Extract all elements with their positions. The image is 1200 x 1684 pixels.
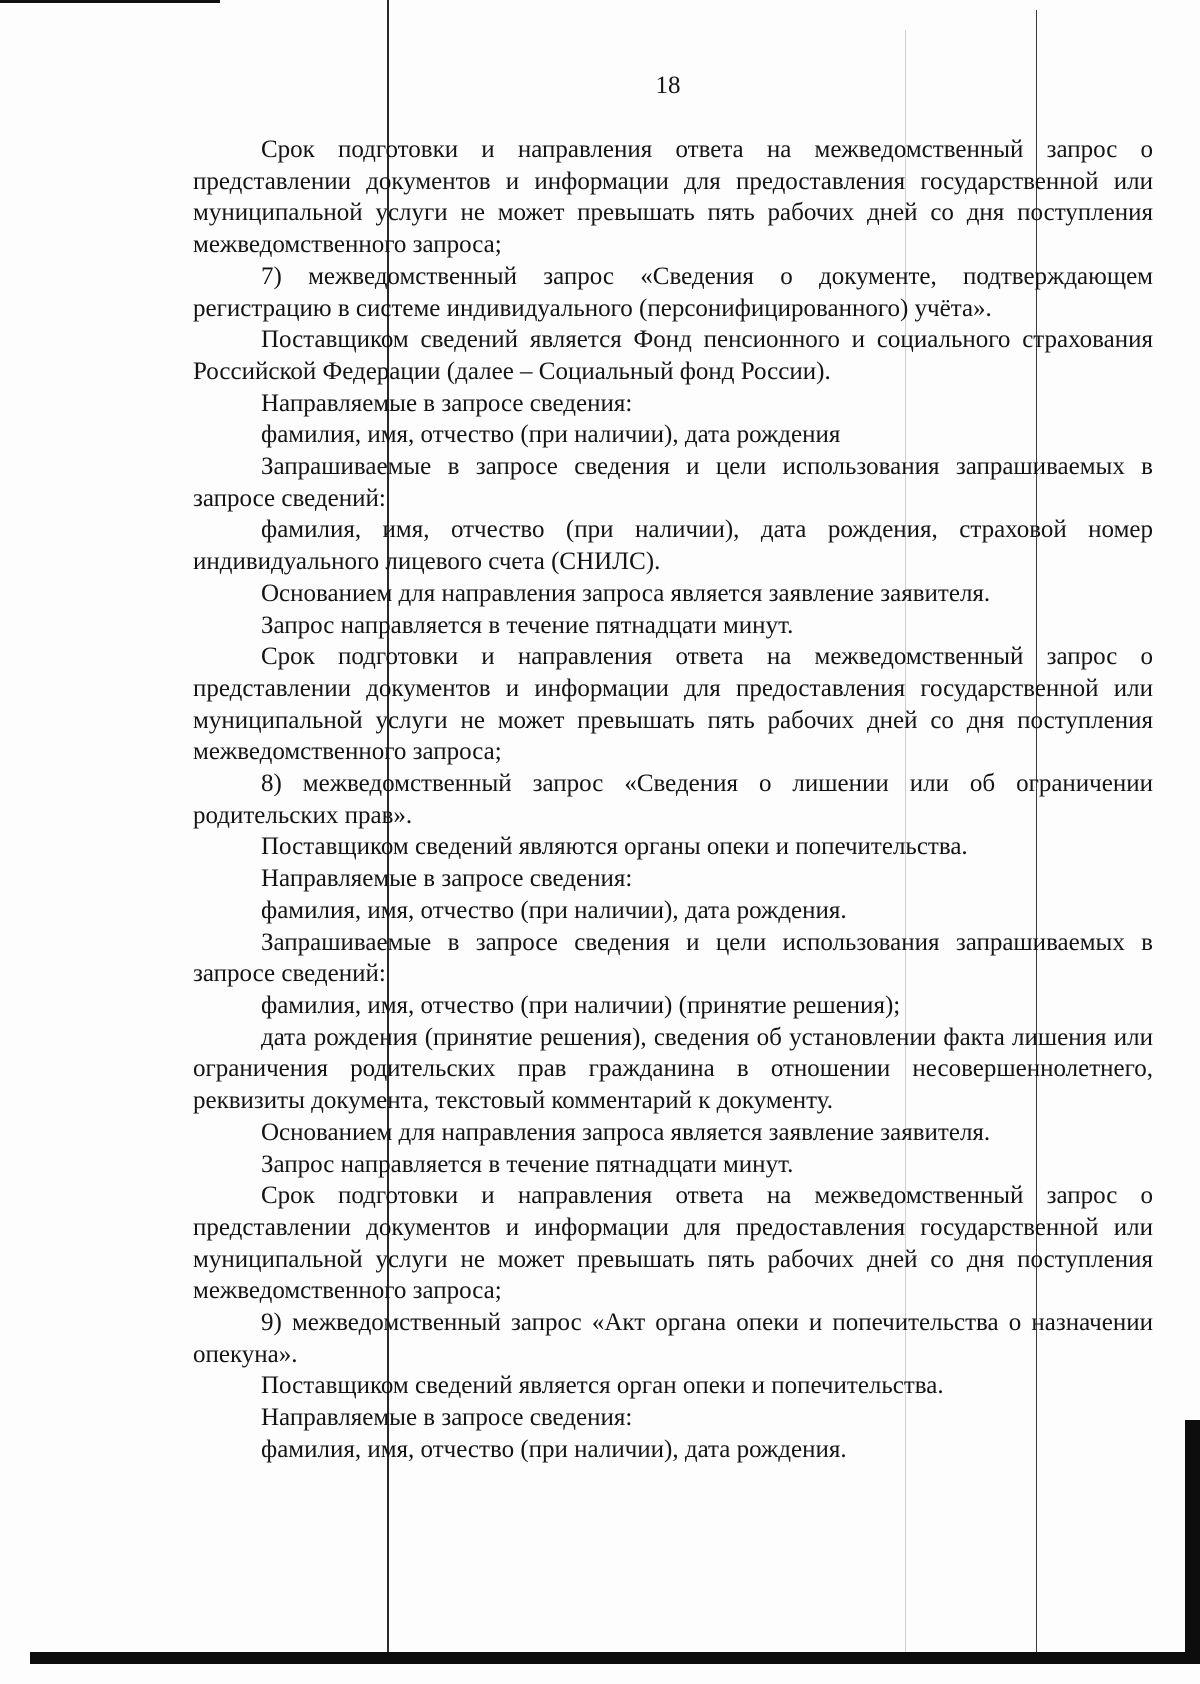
paragraph: фамилия, имя, отчество (при наличии), дата рождения. xyxy=(261,1435,847,1463)
paragraph: Направляемые в запросе сведения: xyxy=(261,389,633,417)
scan-edge-top xyxy=(0,0,220,3)
paragraph: фамилия, имя, отчество (при наличии), дата рождения xyxy=(261,421,841,449)
page-number: 18 xyxy=(655,72,681,99)
paragraph: дата рождения (принятие решения), сведения об установлении факта лишения или ограничения родительских прав гражданина в отношении несовершеннолетнего, реквизиты документа, текстовый комментарий к документу. xyxy=(193,1023,1153,1115)
paragraph: Основанием для направления запроса является заявление заявителя. xyxy=(261,1118,991,1146)
paragraph: Запрос направляется в течение пятнадцати минут. xyxy=(261,611,794,639)
paragraph: Срок подготовки и направления ответа на межведомственный запрос о представлении документов и информации для предоставления государственной или муниципальной услуги не может превышать пять рабочих дней со дня поступления межведомственного запроса; xyxy=(193,643,1153,766)
paragraph: Запрашиваемые в запросе сведения и цели использования запрашиваемых в запросе сведений: xyxy=(193,453,1153,512)
scan-edge-right xyxy=(1185,1420,1200,1664)
paragraph: Запрос направляется в течение пятнадцати минут. xyxy=(261,1150,794,1178)
paragraph: Запрашиваемые в запросе сведения и цели использования запрашиваемых в запросе сведений: xyxy=(193,928,1153,988)
paragraph: фамилия, имя, отчество (при наличии), дата рождения, страховой номер индивидуального лицевого счета (СНИЛС). xyxy=(193,516,1153,576)
paragraph: Основанием для направления запроса является заявление заявителя. xyxy=(261,579,991,607)
paragraph: фамилия, имя, отчество (при наличии), дата рождения. xyxy=(261,896,847,924)
paragraph: Срок подготовки и направления ответа на межведомственный запрос о представлении документов и информации для предоставления государственной или муниципальной услуги не может превышать пять рабочих дней со дня поступления межведомственного запроса; xyxy=(193,1182,1153,1305)
paragraph: 8) межведомственный запрос «Сведения о лишении или об ограничении родительских прав». xyxy=(193,770,1153,829)
paragraph: Направляемые в запросе сведения: xyxy=(261,865,633,893)
paragraph: 7) межведомственный запрос «Сведения о документе, подтверждающем регистрацию в системе индивидуального (персонифицированного) учёта». xyxy=(193,262,1153,322)
paragraph: фамилия, имя, отчество (при наличии) (принятие решения); xyxy=(261,991,901,1019)
paragraph: Поставщиком сведений являются органы опеки и попечительства. xyxy=(261,833,968,861)
scan-edge-bottom xyxy=(30,1652,1200,1664)
paragraph: 9) межведомственный запрос «Акт органа опеки и попечительства о назначении опекуна». xyxy=(193,1309,1153,1368)
document-body xyxy=(193,134,1153,1466)
paragraph: Срок подготовки и направления ответа на межведомственный запрос о представлении документов и информации для предоставления государственной или муниципальной услуги не может превышать пять рабочих дней со дня поступления межведомственного запроса; xyxy=(193,136,1153,259)
paragraph: Направляемые в запросе сведения: xyxy=(261,1404,633,1432)
paragraph: Поставщиком сведений является Фонд пенсионного и социального страхования Российской Федерации (далее – Социальный фонд России). xyxy=(193,326,1153,385)
paragraph: Поставщиком сведений является орган опеки и попечительства. xyxy=(261,1372,944,1400)
